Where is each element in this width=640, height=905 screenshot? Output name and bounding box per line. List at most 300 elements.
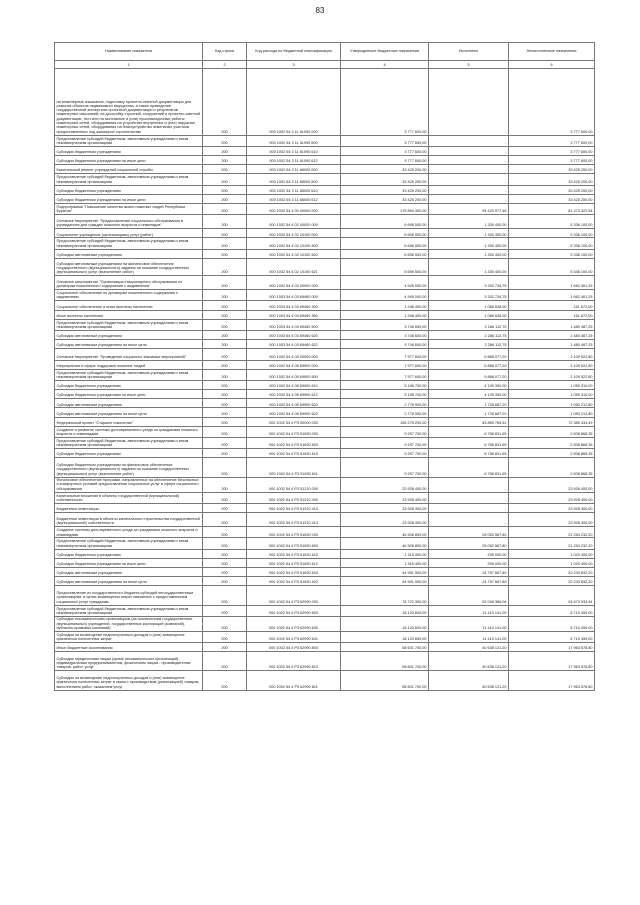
row-remaining: 5 336 100,00 [509,258,595,275]
row-code: 200 [203,616,247,631]
row-kbk: 000 1002 54 4 P3 51630 000 [247,527,341,538]
row-code: 200 [203,146,247,155]
row-approved: 23 928 400,00 [341,503,429,512]
row-name: Социальное учреждение (организациям) услуг (работ) [55,229,203,238]
row-executed: 83 889 765,51 [429,417,509,426]
row-executed: 295 000,00 [429,549,509,558]
table-row [55,319,595,330]
row-remaining: 23 928 400,00 [509,477,595,492]
row-code: 200 [203,380,247,389]
row-kbk: 000 1002 54 4 05 69900 610 [247,380,341,389]
table-row [55,438,595,449]
row-approved: 44 991 500,00 [341,577,429,586]
row-executed: - [429,503,509,512]
row-executed: 1 728 687,20 [429,408,509,417]
row-approved: 76 722 300,00 [341,586,429,605]
row-remaining: 1 050 212,80 [509,399,595,408]
table-row [55,69,595,135]
row-code: 200 [203,426,247,437]
row-approved: 46 306 800,00 [341,538,429,549]
row-name: Субсидии юридическим лицам (кроме некоммерческих организаций), индивидуальным предпринимателям, физическим лицам - производителям товаров, работ, услуг [55,652,203,671]
row-executed: 2 266 112,75 [429,330,509,339]
table-row [55,310,595,319]
row-approved: 58 601 700,00 [341,671,429,690]
row-name: Субсидии автономным учреждениям на иные цели [55,340,203,349]
row-code: 200 [203,330,247,339]
row-remaining: 23 928 400,00 [509,503,595,512]
row-kbk: 000 1002 54 4 P3 51630 620 [247,567,341,576]
row-code: 200 [203,310,247,319]
row-approved: 4 945 000,00 [341,276,429,290]
column-number: 5 [429,61,509,69]
table-row [55,194,595,203]
row-code: 200 [203,185,247,194]
row-kbk: 000 1003 54 4 03 69460 622 [247,340,341,349]
row-remaining: 2 508 868,35 [509,449,595,458]
row-remaining: 2 109 522,80 [509,369,595,380]
row-remaining: 33 425 200,00 [509,165,595,174]
table-body [55,69,595,690]
table-row [55,229,595,238]
row-remaining: 1 662 461,25 [509,290,595,301]
row-executed: 24 757 667,80 [429,577,509,586]
row-kbk: 000 1002 54 4 P3 62990 600 [247,605,341,616]
row-kbk: 000 1002 54 4 P3 51210 000 [247,477,341,492]
table-row [55,135,595,146]
row-code: 200 [203,538,247,549]
row-name: Предоставление субсидий бюджетным, автономным учреждениям и иным некоммерческим организациям [55,174,203,185]
row-code: 200 [203,399,247,408]
table-row [55,503,595,512]
table-row [55,380,595,389]
row-executed: 1 086 628,00 [429,301,509,310]
row-kbk: 000 1002 54 4 05 69900 000 [247,360,341,369]
table-row [55,549,595,558]
row-remaining: 20 233 832,20 [509,567,595,576]
row-code: 200 [203,477,247,492]
row-executed: 40 638 121,20 [429,652,509,671]
row-name: Мероприятия в сфере поддержки пожилых людей [55,360,203,369]
row-executed: 1 728 687,20 [429,399,509,408]
row-name: Предоставление субсидий бюджетным, автономным учреждениям и иным некоммерческим организациям [55,438,203,449]
row-approved: 2 778 900,00 [341,399,429,408]
row-code: 200 [203,438,247,449]
row-remaining: 21 254 232,20 [509,527,595,538]
row-remaining: 33 425 200,00 [509,174,595,185]
row-executed: 1 330 400,00 [429,215,509,229]
column-header-code: Код строки [203,43,247,61]
row-kbk: 000 1002 54 3 11 61090 600 [247,135,341,146]
row-kbk: 000 1002 54 4 P3 00000 000 [247,417,341,426]
row-approved: 5 198 700,00 [341,380,429,389]
row-kbk: 000 1002 54 4 P3 62990 811 [247,671,341,690]
table-row [55,408,595,417]
row-remaining: 5 336 100,00 [509,229,595,238]
row-remaining: 33 425 200,00 [509,194,595,203]
row-code: 200 [203,408,247,417]
row-name: Создание и развитие системы долговременного ухода за гражданами пожилого возраста и инвалидами [55,426,203,437]
row-executed: - [429,146,509,155]
table-row [55,203,595,214]
table-row [55,369,595,380]
row-kbk: 000 1002 54 3 11 61090 000 [247,69,341,135]
row-remaining: 1 059 310,00 [509,390,595,399]
row-name: Субсидии автономным учреждениям на иные цели [55,408,203,417]
row-kbk: 000 1002 54 3 11 68000 600 [247,174,341,185]
row-name: Социальное обеспечение и иные выплаты населению [55,301,203,310]
row-executed: 40 638 121,20 [429,642,509,651]
row-executed: 5 868 077,20 [429,369,509,380]
row-remaining: 1 050 212,80 [509,408,595,417]
row-approved: 9 297 700,00 [341,458,429,477]
row-approved: 3 777 600,00 [341,155,429,164]
row-kbk: 000 1002 54 4 05 69900 612 [247,390,341,399]
row-code: 200 [203,417,247,426]
row-approved: 58 601 700,00 [341,652,429,671]
row-remaining: 17 963 578,80 [509,642,595,651]
row-name: Субсидии на возмещение недополученных доходов и (или) возмещение фактически понесенных затрат в связи с производством (реализацией) товаров, выполнением работ, оказанием услуг [55,671,203,690]
row-code: 200 [203,360,247,369]
row-approved: 46 306 800,00 [341,527,429,538]
row-code: 200 [203,165,247,174]
row-executed: 1 330 400,00 [429,229,509,238]
row-approved: 23 928 400,00 [341,492,429,503]
row-code: 200 [203,492,247,503]
table-row [55,238,595,249]
row-remaining: 2 508 868,35 [509,458,595,477]
table-row [55,330,595,339]
row-name: Субсидии бюджетным учреждениям [55,549,203,558]
row-name: Социальное обеспечение по договорам пожизненного содержания с иждивением [55,290,203,301]
row-name: Субсидии бюджетным учреждениям на финансовое обеспечение государственного (муниципального) задания на оказание государственных (муниципальных) услуг (выполнение работ) [55,458,203,477]
row-kbk: 000 1003 54 4 03 69460 360 [247,310,341,319]
row-name: Основное мероприятие "Организация стационарного обслуживания по договорам пожизненного содержания с иждивением" [55,276,203,290]
row-remaining: 1 020 400,00 [509,558,595,567]
row-executed: 3 332 734,75 [429,276,509,290]
row-kbk: 000 1002 54 4 P3 51630 611 [247,458,341,477]
table-row [55,301,595,310]
table-row [55,671,595,690]
column-number: 6 [509,61,595,69]
table-row [55,631,595,642]
table-row [55,513,595,527]
table-row [55,146,595,155]
row-remaining: 17 963 578,80 [509,652,595,671]
row-kbk: 000 1002 54 4 05 69900 622 [247,408,341,417]
row-remaining: 3 777 600,00 [509,155,595,164]
row-executed: - [429,174,509,185]
row-executed: - [429,165,509,174]
row-executed: 25 052 567,80 [429,538,509,549]
budget-execution-table [54,42,595,691]
row-kbk: 000 1002 54 4 P3 51210 400 [247,492,341,503]
row-kbk: 000 1002 54 3 11 61090 612 [247,155,341,164]
row-kbk: 000 1002 54 4 02 00000 000 [247,215,341,229]
row-name: Предоставление субсидий бюджетным, автономным учреждениям и иным некоммерческим организациям [55,135,203,146]
row-approved: 6 696 500,00 [341,229,429,238]
table-row [55,165,595,174]
row-approved: 3 777 600,00 [341,146,429,155]
row-kbk: 000 1002 54 3 11 68000 610 [247,185,341,194]
row-kbk: 000 1002 54 4 P3 51630 610 [247,449,341,458]
row-name: Основное мероприятие "Проведение социально значимых мероприятий" [55,349,203,360]
row-code: 200 [203,301,247,310]
row-kbk: 000 1002 54 4 05 69900 600 [247,369,341,380]
row-code: 200 [203,369,247,380]
row-code: 200 [203,349,247,360]
row-approved: 3 746 600,00 [341,340,429,349]
row-remaining: 5 336 100,00 [509,249,595,258]
row-code: 200 [203,203,247,214]
row-code: 200 [203,194,247,203]
row-kbk: 000 1002 54 4 02 10100 000 [247,229,341,238]
row-code: 200 [203,449,247,458]
row-executed: - [429,477,509,492]
table-row [55,258,595,275]
row-code: 200 [203,276,247,290]
row-code: 200 [203,249,247,258]
column-header-kbk: Код расхода по бюджетной классификации [247,43,341,61]
row-approved: 3 746 600,00 [341,330,429,339]
row-code: 200 [203,577,247,586]
row-approved: 3 777 600,00 [341,69,429,135]
table-row [55,449,595,458]
table-row [55,360,595,369]
row-kbk: 000 1002 54 4 P3 62990 800 [247,642,341,651]
row-name: Субсидии некоммерческим организациям (за исключением государственных (муниципальных) учреждений, государственных корпораций (компаний), публично-правовых компаний) [55,616,203,631]
row-kbk: 000 1002 54 4 02 10100 621 [247,258,341,275]
table-row [55,616,595,631]
row-approved: 5 198 700,00 [341,390,429,399]
row-name: Субсидии бюджетным учреждениям на иные цели [55,390,203,399]
table-row [55,538,595,549]
row-kbk: 000 1002 54 4 P3 51630 600 [247,538,341,549]
row-executed: - [429,194,509,203]
row-executed: 5 868 077,20 [429,360,509,369]
column-header-remaining: Неисполненные назначения [509,43,595,61]
row-executed: 11 410 141,00 [429,631,509,642]
row-kbk: 000 1002 54 4 P3 51210 410 [247,503,341,512]
row-approved: 18 120 600,00 [341,605,429,616]
row-name: Иные выплаты населению [55,310,203,319]
row-executed: 11 410 141,00 [429,616,509,631]
row-kbk: 000 1002 54 4 02 10100 620 [247,249,341,258]
row-remaining: 6 710 459,00 [509,631,595,642]
row-code: 200 [203,174,247,185]
row-code: 200 [203,642,247,651]
table-row [55,249,595,258]
column-number: 3 [247,61,341,69]
row-code: 200 [203,503,247,512]
row-approved: 3 777 600,00 [341,135,429,146]
row-executed: - [429,135,509,146]
row-code: 200 [203,135,247,146]
row-approved: 33 425 200,00 [341,194,429,203]
row-name: Капитальный ремонт учреждений социальной службы [55,165,203,174]
row-approved: 1 248 400,00 [341,310,429,319]
table-row [55,155,595,164]
row-approved: 6 696 500,00 [341,215,429,229]
row-approved: 156 275 200,00 [341,417,429,426]
row-approved: 58 601 700,00 [341,642,429,651]
row-executed: 1 330 400,00 [429,249,509,258]
column-number: 4 [341,61,429,69]
row-name: Субсидии автономным учреждениям на иные цели [55,577,203,586]
row-executed: - [429,155,509,164]
row-kbk: 000 1003 54 4 03 69460 620 [247,330,341,339]
header-row [55,43,595,61]
table-row [55,185,595,194]
row-remaining: 23 928 400,00 [509,513,595,527]
row-executed: 6 788 831,65 [429,426,509,437]
row-remaining: 6 710 459,00 [509,616,595,631]
row-approved: 1 248 400,00 [341,301,429,310]
row-code: 200 [203,586,247,605]
row-kbk: 000 1002 54 4 02 10100 600 [247,238,341,249]
row-kbk: 000 1002 54 4 P3 62990 630 [247,616,341,631]
row-remaining: 81 473 322,54 [509,203,595,214]
row-name: Предоставление субсидий бюджетным, автономным учреждениям и иным некоммерческим организациям [55,319,203,330]
row-name: Предоставление из государственного бюджета субсидий негосударственным организациям, в целях возмещения затрат связанных с предоставлением социальных услуг гражданам [55,586,203,605]
row-name: Бюджетные инвестиции в объекты капитального строительства государственной (муниципальной) собственности [55,513,203,527]
row-executed: 52 048 366,06 [429,586,509,605]
table-row [55,642,595,651]
row-executed: 3 332 734,75 [429,290,509,301]
row-executed: 94 420 977,46 [429,203,509,214]
row-name: Субсидии бюджетным учреждениям [55,146,203,155]
row-remaining: 1 020 400,00 [509,549,595,558]
row-code: 200 [203,238,247,249]
table-row [55,390,595,399]
row-remaining: 2 109 522,80 [509,360,595,369]
row-executed: 1 330 400,00 [429,258,509,275]
row-remaining: 5 336 100,00 [509,215,595,229]
row-kbk: 000 1003 54 4 03 69460 300 [247,301,341,310]
row-kbk: 000 1002 54 4 P3 62990 631 [247,631,341,642]
row-kbk: 000 1002 54 4 05 00000 000 [247,349,341,360]
row-code: 200 [203,290,247,301]
row-remaining: 2 508 868,35 [509,426,595,437]
row-name: Капитальные вложения в объекты государственной (муниципальной) собственности [55,492,203,503]
row-code: 200 [203,258,247,275]
table-row [55,492,595,503]
row-approved: 33 425 200,00 [341,165,429,174]
row-remaining: 2 508 868,35 [509,438,595,449]
row-code: 200 [203,631,247,642]
row-name: Подпрограмма "Повышение качества жизни пожилых людей Республики Бурятия" [55,203,203,214]
table-row [55,215,595,229]
table-row [55,567,595,576]
row-name: Предоставление субсидий бюджетным, автономным учреждениям и иным некоммерческим организациям [55,369,203,380]
table-row [55,527,595,538]
row-approved: 6 696 500,00 [341,238,429,249]
row-kbk: 000 1002 54 4 00 00000 000 [247,203,341,214]
table-row [55,417,595,426]
row-approved: 9 297 700,00 [341,426,429,437]
row-executed: 2 266 112,75 [429,319,509,330]
row-kbk: 000 1002 54 3 11 61090 610 [247,146,341,155]
row-remaining: 72 385 434,49 [509,417,595,426]
row-executed: 4 139 390,00 [429,380,509,389]
row-kbk: 000 1002 54 4 P3 62990 810 [247,652,341,671]
row-approved: 33 425 200,00 [341,185,429,194]
row-remaining: 1 480 487,25 [509,319,595,330]
row-executed: 2 266 112,75 [429,340,509,349]
row-name: Субсидии бюджетным учреждениям [55,185,203,194]
row-code: 200 [203,215,247,229]
row-remaining: 1 480 487,25 [509,340,595,349]
row-executed: 6 788 831,65 [429,458,509,477]
row-remaining: 1 059 310,00 [509,380,595,389]
row-approved: 18 120 600,00 [341,631,429,642]
row-approved: 7 977 600,00 [341,369,429,380]
table-row [55,577,595,586]
table-row [55,458,595,477]
row-executed: 25 052 567,80 [429,527,509,538]
row-approved: 6 696 500,00 [341,249,429,258]
row-name: Предоставление субсидий бюджетным, автономным учреждениям и иным некоммерческим организациям [55,238,203,249]
row-name: Субсидии бюджетным учреждениям [55,380,203,389]
row-executed: 295 000,00 [429,558,509,567]
row-remaining: 3 777 600,00 [509,69,595,135]
row-name: Субсидии автономным учреждениям [55,330,203,339]
column-number: 2 [203,61,247,69]
row-executed: - [429,513,509,527]
column-header-executed: Исполнено [429,43,509,61]
row-name: Субсидии бюджетным учреждениям [55,449,203,458]
row-name: Основное мероприятие "Предоставление социального обслуживания в учреждениях для граждан пожилого возраста и инвалидов" [55,215,203,229]
row-remaining: 20 233 832,20 [509,577,595,586]
row-code: 200 [203,390,247,399]
row-code: 200 [203,319,247,330]
row-name: Субсидии автономным учреждениям на финансовое обеспечение государственного (муниципального) задания на оказание государственных (муниципальных) услуг (выполнение работ) [55,258,203,275]
table-row [55,276,595,290]
row-kbk: 000 1002 54 3 11 68000 612 [247,194,341,203]
row-approved: 7 977 600,00 [341,349,429,360]
row-name: Субсидии бюджетным учреждениям на иные цели [55,558,203,567]
row-kbk: 000 1002 54 4 P3 62990 000 [247,586,341,605]
row-approved: 9 297 700,00 [341,438,429,449]
row-remaining: 3 777 600,00 [509,146,595,155]
row-executed: 24 757 667,80 [429,567,509,576]
row-approved: 2 778 900,00 [341,408,429,417]
column-number: 1 [55,61,203,69]
column-header-name: Наименование показателя [55,43,203,61]
row-name: Субсидии бюджетным учреждениям на иные цели [55,194,203,203]
table-row [55,652,595,671]
row-name: Субсидии автономным учреждениям [55,249,203,258]
row-remaining: 17 963 578,80 [509,671,595,690]
table-row [55,399,595,408]
column-number-row [55,61,595,69]
row-executed: 6 788 831,65 [429,449,509,458]
page-number: 83 [315,6,325,15]
row-executed: 5 868 077,20 [429,349,509,360]
row-executed: - [429,185,509,194]
row-name: на инженерные изыскания, подготовку проектно-сметной документации для ремонта объектов недвижимого имущества, а также проведение государственной экспертизы проектной документации и результатов инженерных изысканий; на достройку строений, сооружений и проектно-сметной документации, тест или на монтажные и (или) пусконаладочные работы инженерных сетей, оборудования на устройство внутренних и (или) наружных инженерных сетей, оборудования на благоустройство земельных участков, предоставленных под жилищное строительство [55,69,203,135]
row-code: 200 [203,69,247,135]
row-name: Предоставление субсидий бюджетным, автономным учреждениям и иным некоммерческим организациям [55,605,203,616]
row-kbk: 000 1002 54 3 11 68000 000 [247,165,341,174]
row-code: 200 [203,567,247,576]
table-row [55,426,595,437]
row-executed: 1 086 628,00 [429,310,509,319]
row-code: 200 [203,558,247,567]
row-kbk: 000 1002 54 4 05 69900 620 [247,399,341,408]
row-code: 200 [203,229,247,238]
row-code: 200 [203,458,247,477]
row-approved: 9 297 700,00 [341,449,429,458]
